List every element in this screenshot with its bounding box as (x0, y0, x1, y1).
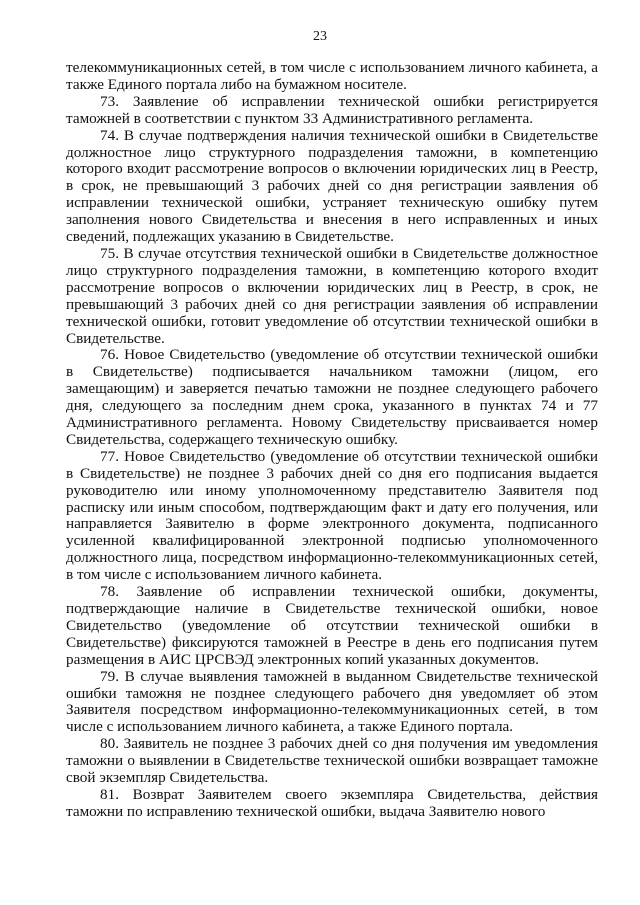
paragraph-74: 74. В случае подтверждения наличия технической ошибки в Свидетельстве должностное лицо структурного подразделения таможни, в компетенцию которого входит рассмотрение вопросов о включении юридических лиц в Реестр, в срок, не превышающий 3 рабочих дней со дня регистрации заявления об исправлении технической ошибки, устраняет техническую ошибку путем заполнения нового Свидетельства и внесения в него исправленных и иных сведений, подлежащих указанию в Свидетельстве. (66, 126, 598, 246)
paragraph-continuation: телекоммуникационных сетей, в том числе с использованием личного кабинета, а также Единого портала либо на бумажном носителе. (66, 59, 598, 93)
paragraph-77: 77. Новое Свидетельство (уведомление об отсутствии технической ошибки в Свидетельстве) не позднее 3 рабочих дней со дня его подписания выдается руководителю или иному уполномоченному представителю Заявителя под расписку или иным способом, подтверждающим факт и дату его получения, или направляется Заявителю в форме электронного документа, подписанного усиленной квалифицированной электронной подписью уполномоченного должностного лица, посредством информационно-телекоммуникационных сетей, в том числе с использованием личного кабинета. (66, 447, 598, 584)
paragraph-75: 75. В случае отсутствия технической ошибки в Свидетельстве должностное лицо структурного подразделения таможни, в компетенцию которого входит рассмотрение вопросов о включении юридических лиц в Реестр, в срок, не превышающий 3 рабочих дней со дня регистрации заявления об исправлении технической ошибки, готовит уведомление об отсутствии технической ошибки в Свидетельстве. (66, 244, 598, 347)
paragraph-78: 78. Заявление об исправлении технической ошибки, документы, подтверждающие наличие в Свидетельстве технической ошибки, новое Свидетельство (уведомление об отсутствии технической ошибки в Свидетельстве) фиксируются таможней в Реестре в день его подписания путем размещения в АИС ЦРСВЭД электронных копий указанных документов. (66, 583, 598, 668)
page-number: 23 (313, 29, 327, 44)
paragraph-80: 80. Заявитель не позднее 3 рабочих дней со дня получения им уведомления таможни о выявлении в Свидетельстве технической ошибки возвращает таможне свой экземпляр Свидетельства. (66, 735, 598, 787)
paragraph-76: 76. Новое Свидетельство (уведомление об отсутствии технической ошибки в Свидетельстве) подписывается начальником таможни (лицом, его замещающим) и заверяется печатью таможни не позднее следующего рабочего дня, следующего за последним днем срока, указанного в пунктах 74 и 77 Административного регламента. Новому Свидетельству присваивается номер Свидетельства, содержащего техническую ошибку. (66, 346, 598, 448)
document-body (66, 60, 598, 821)
paragraph-73: 73. Заявление об исправлении технической ошибки регистрируется таможней в соответствии с пунктом 33 Административного регламента. (66, 92, 598, 127)
paragraph-81: 81. Возврат Заявителем своего экземпляра Свидетельства, действия таможни по исправлению технической ошибки, выдача Заявителю нового (66, 785, 598, 820)
paragraph-79: 79. В случае выявления таможней в выданном Свидетельстве технической ошибки таможня не позднее следующего рабочего дня уведомляет об этом Заявителя посредством информационно-телекоммуникационных сетей, в том числе с использованием личного кабинета, а также Единого портала. (66, 667, 598, 736)
